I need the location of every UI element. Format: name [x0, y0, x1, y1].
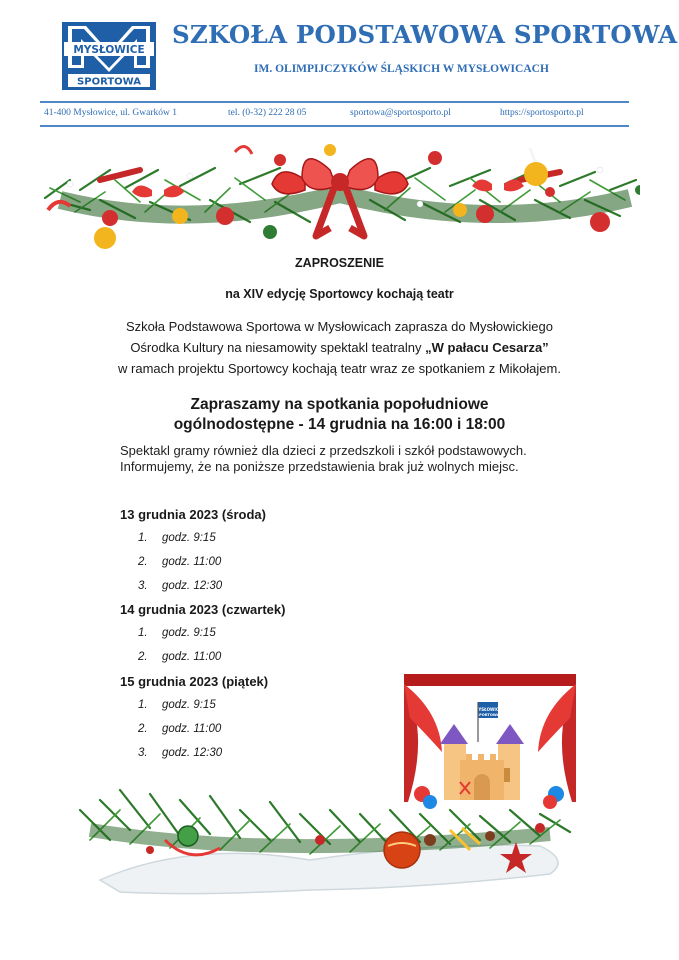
schedule-item — [138, 699, 216, 711]
schedule-item — [138, 747, 222, 759]
schedule-item-time: godz. 11:00 — [162, 723, 222, 735]
christmas-garland-top — [40, 140, 640, 252]
schedule-item — [138, 580, 222, 592]
schedule-item-time: godz. 12:30 — [162, 747, 223, 759]
schedule-item-time: godz. 9:15 — [162, 627, 216, 639]
school-subtitle: IM. OLIMPIJCZYKÓW ŚLĄSKICH W MYSŁOWICACH — [254, 63, 549, 75]
schedule-day-heading: 13 grudnia 2023 (środa) — [120, 507, 266, 522]
theatre-logo-top-text: MYSŁOWICE — [474, 707, 502, 712]
logo-bottom-text: SPORTOWA — [77, 76, 141, 88]
note-line-1: Spektakl gramy również dla dzieci z przedszkoli i szkół podstawowych. — [120, 443, 527, 458]
header-divider — [40, 101, 629, 103]
school-logo — [62, 22, 156, 90]
email-link[interactable]: sportowa@sportosporto.pl — [350, 108, 451, 118]
schedule-item — [138, 532, 216, 544]
christmas-garland-bottom — [70, 770, 590, 900]
logo-top-text: MYSŁOWICE — [73, 44, 145, 56]
contact-divider — [40, 125, 629, 127]
phone-text: tel. (0-32) 222 28 05 — [228, 108, 307, 118]
schedule-item-number: 3. — [138, 747, 148, 759]
schedule-item-time: godz. 12:30 — [162, 580, 223, 592]
headline-line-1: Zapraszamy na spotkania popołudniowe — [190, 396, 489, 413]
school-name: SZKOŁA PODSTAWOWA SPORTOWA — [172, 20, 678, 49]
schedule-item — [138, 627, 216, 639]
schedule-item-number: 1. — [138, 699, 148, 711]
schedule-item-number: 1. — [138, 627, 148, 639]
schedule-item-number: 3. — [138, 580, 148, 592]
schedule-item-time: godz. 9:15 — [162, 699, 216, 711]
schedule-item-time: godz. 11:00 — [162, 651, 222, 663]
schedule-item-number: 1. — [138, 532, 148, 544]
note-line-2: Informujemy, że na poniższe przedstawienia brak już wolnych miejsc. — [120, 459, 519, 474]
schedule-item — [138, 723, 221, 735]
schedule-day-heading: 15 grudnia 2023 (piątek) — [120, 674, 269, 689]
headline-line-2: ogólnodostępne - 14 grudnia na 16:00 i 18:00 — [173, 416, 506, 433]
invitation-title: ZAPROSZENIE — [295, 256, 384, 270]
schedule-item-number: 2. — [138, 556, 148, 568]
theatre-logo-bottom-text: SPORTOWA — [476, 713, 500, 717]
invitation-line-2 — [0, 337, 679, 358]
schedule-item-time: godz. 11:00 — [162, 556, 222, 568]
schedule-item-number: 2. — [138, 651, 148, 663]
website-link[interactable]: https://sportosporto.pl — [500, 108, 584, 118]
schedule-item-number: 2. — [138, 723, 148, 735]
invitation-subtitle: na XIV edycję Sportowcy kochają teatr — [225, 287, 454, 301]
schedule-item-time: godz. 9:15 — [162, 532, 216, 544]
play-title: „W pałacu Cesarza” — [425, 340, 549, 355]
invitation-line-2-text: Ośrodka Kultury na niesamowity spektakl teatralny — [130, 340, 426, 355]
invitation-line-3: w ramach projektu Sportowcy kochają teatr wraz ze spotkaniem z Mikołajem. — [118, 361, 561, 376]
schedule-item — [138, 556, 221, 568]
address-text: 41-400 Mysłowice, ul. Gwarków 1 — [44, 108, 177, 118]
schedule-day-heading: 14 grudnia 2023 (czwartek) — [120, 602, 286, 617]
invitation-line-1: Szkoła Podstawowa Sportowa w Mysłowicach zaprasza do Mysłowickiego — [125, 319, 553, 334]
schedule-item — [138, 651, 221, 663]
